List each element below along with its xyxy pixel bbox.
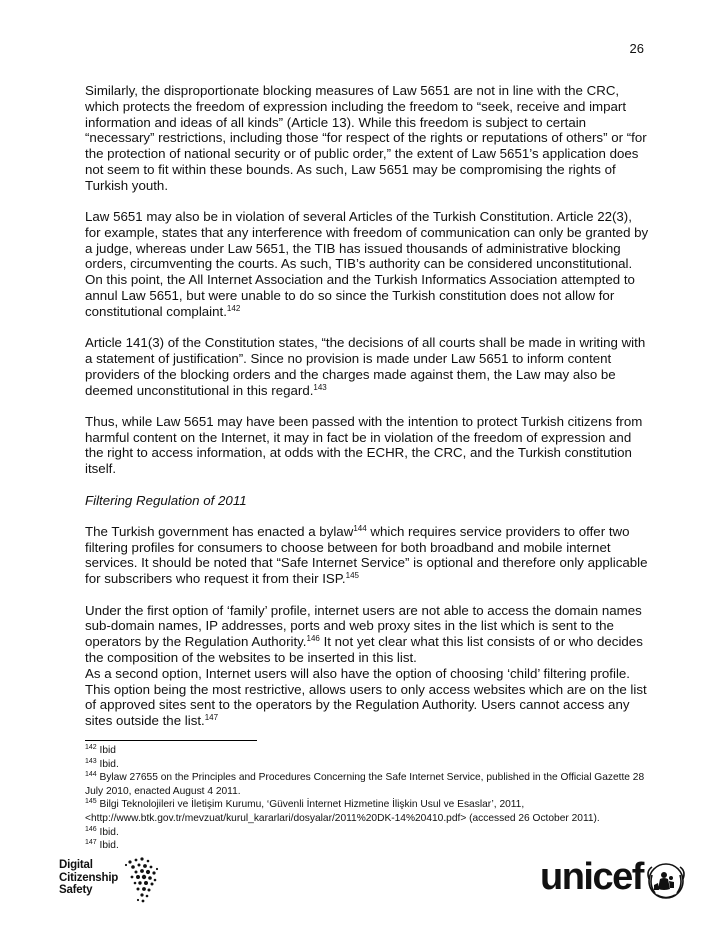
paragraph-6: Under the first option of ‘family’ profile, internet users are not able to access the domain names sub-domain names, IP addresses, ports and web proxy sites in the list which is sent to the operators by the Regulation Authority.$^{146}$ It not yet clear what this list consists of or who decides the composition of the websites to be inserted in this list. — [85, 602, 643, 665]
footnote-142: $^{142}$ Ibid — [85, 744, 116, 756]
footnote-ref[interactable]: 142 — [226, 303, 241, 313]
footnote-146: $^{146}$ Ibid. — [85, 825, 119, 838]
footnote-144: $^{144}$ Bylaw 27655 on the Principles and Procedures Concerning the Safe Internet Service, published in the Official Gazette 28 July 2010, enacted August 4 2011. — [85, 771, 645, 797]
footnote-ref[interactable]: 143 — [313, 382, 327, 392]
paragraph-3: Article 141(3) of the Constitution states, “the decisions of all courts shall be made in writing with a statement of justification”. Since no provision is made under Law 5651 to inform content providers of the blocking orders and the charges made against them, the Law may also be deemed unconstitutional in this regard.$^{143}$ — [85, 335, 646, 398]
paragraph-2: Law 5651 may also be in violation of several Articles of the Turkish Constitution. Article 22(3), for example, states that any interference with freedom of communication can only be granted by a judge, whereas under Law 5651, the TIB has issued thousands of administrative blocking orders, circumventing the courts. As such, TIB’s authority can be considered unconstitutional. On this point, the All Internet Association and the Turkish Informatics Association attempted to annul Law 5651, but were unable to do so since the Turkish constitution does not allow for constitutional complaint.$^{142}$ — [85, 209, 649, 319]
footnote-145: $^{145}$ Bilgi Teknolojileri ve İletişim Kurumu, ‘Güvenli İnternet Hizmetine İlişkin Usul ve Esaslar’, 2011, <http://www.btk.gov.tr/mevzuat/kurul_kararlari/dosyalar/2011%20DK-14%20410.pdf> (accessed 26 October 2011). — [85, 798, 600, 824]
footnote-147: $^{147}$ Ibid. — [85, 839, 119, 852]
footnote-ref[interactable]: 145 — [345, 571, 359, 581]
footnote-ref[interactable]: 146 — [306, 634, 320, 644]
page-number: 26 — [629, 41, 644, 56]
footnotes — [85, 744, 645, 853]
footnote-143: $^{143}$ Ibid. — [85, 757, 119, 770]
section-heading: Filtering Regulation of 2011 — [85, 492, 247, 508]
paragraph-4: Thus, while Law 5651 may have been passed with the intention to protect Turkish citizens from harmful content on the Internet, it may in fact be in violation of the freedom of expression and the right to access information, at odds with the ECHR, the CRC, and the Turkish constitution itself. — [85, 413, 643, 477]
paragraph-7: As a second option, Internet users will also have the option of choosing ‘child’ filtering profile. This option being the most restrictive, allows users to only access websites which are on the list of approved sites sent to the operators by the Regulation Authority. Users cannot access any sites outside the list.$^{147}$ — [85, 665, 647, 729]
paragraph-1: Similarly, the disproportionate blocking measures of Law 5651 are not in line with the CRC, which protects the freedom of expression including the freedom to “seek, receive and impart information and ideas of all kinds” (Article 13). While this freedom is subject to certain “necessary” restrictions, including those “for respect of the rights or reputations of others” or “for the protection of national security or of public order,” the extent of Law 5651’s application does not seem to fit within these bounds. As such, Law 5651 may be compromising the rights of Turkish youth. — [85, 83, 647, 193]
unicef-logo-text: unicef — [540, 856, 643, 898]
footnote-ref[interactable]: 147 — [204, 713, 219, 723]
footnote-ref[interactable]: 144 — [353, 523, 367, 533]
paragraph-5: The Turkish government has enacted a bylaw$^{144}$ which requires service providers to offer two filtering profiles for consumers to choose between for both broadband and mobile internet services. It should be noted that “Safe Internet Service” is optional and therefore only applicable for subscribers who request it from their ISP.$^{145}$ — [85, 523, 648, 587]
main-text — [85, 83, 649, 744]
dcs-logo-text: Digital Citizenship Safety — [59, 859, 119, 896]
footnote-divider — [85, 740, 257, 741]
